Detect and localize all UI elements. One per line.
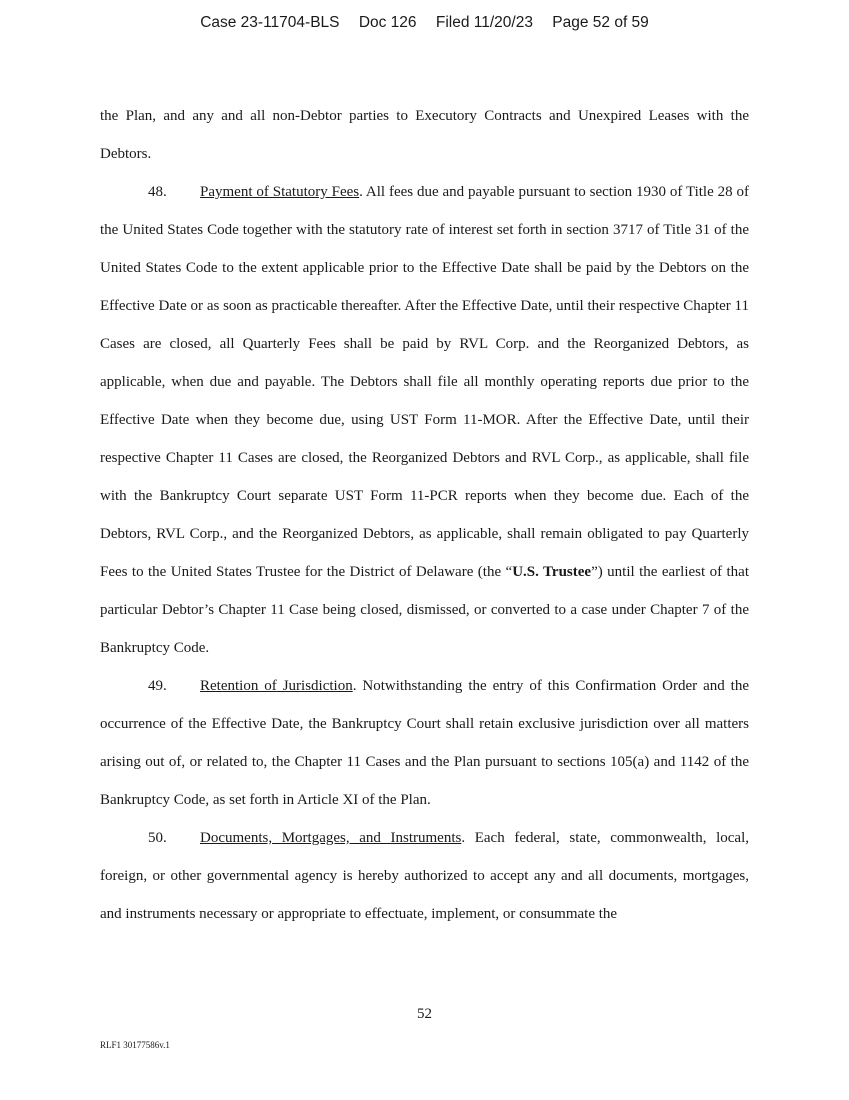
paragraph-number: 48. — [148, 184, 167, 200]
paragraph-heading: Retention of Jurisdiction — [200, 678, 353, 694]
paragraph-49 — [100, 667, 749, 819]
paragraph-48 — [100, 173, 749, 667]
page-number: 52 — [417, 1006, 432, 1022]
paragraph-text: . Notwithstanding the entry of this Confirmation Order and the occurrence of the Effective Date, the Bankruptcy Court shall retain exclusive jurisdiction over all matters arising out of, or related to, the Chapter 11 Cases and the Plan pursuant to sections 105(a) and 1142 of the Bankruptcy Code, as set forth in Article XI of the Plan. — [100, 678, 749, 808]
case-header — [0, 14, 849, 32]
continuation-paragraph: the Plan, and any and all non-Debtor parties to Executory Contracts and Unexpired Leases with the Debtors. — [100, 108, 749, 162]
filed-date: Filed 11/20/23 — [435, 14, 533, 31]
case-number: Case 23-11704-BLS — [200, 14, 340, 31]
paragraph-number: 49. — [148, 678, 167, 694]
document-body — [100, 97, 749, 933]
paragraph-50 — [100, 819, 749, 933]
document-id: RLF1 30177586v.1 — [100, 1040, 170, 1050]
defined-term: U.S. Trustee — [512, 564, 592, 580]
paragraph-heading: Payment of Statutory Fees — [200, 184, 360, 200]
paragraph-text-continued: ”) until the earliest of that particular Debtor’s Chapter 11 Case being closed, dismissed, or converted to a case under Chapter 7 of the Bankruptcy Code. — [100, 564, 749, 656]
paragraph-heading: Documents, Mortgages, and Instruments — [200, 830, 462, 846]
paragraph-number: 50. — [148, 830, 167, 846]
paragraph-text: . All fees due and payable pursuant to section 1930 of Title 28 of the United States Code together with the statutory rate of interest set forth in section 3717 of Title 31 of the United States Code to the extent applicable prior to the Effective Date shall be paid by the Debtors on the Effective Date or as soon as practicable thereafter. After the Effective Date, until their respective Chapter 11 Cases are closed, all Quarterly Fees shall be paid by RVL Corp. and the Reorganized Debtors, as applicable, when due and payable. The Debtors shall file all monthly operating reports due prior to the Effective Date when they become due, using UST Form 11-MOR. After the Effective Date, until their respective Chapter 11 Cases are closed, the Reorganized Debtors and RVL Corp., as applicable, shall file with the Bankruptcy Court separate UST Form 11-PCR reports when they become due. Each of the Debtors, RVL Corp., and the Reorganized Debtors, as applicable, shall remain obligated to pay Quarterly Fees to the United States Trustee for the District of Delaware (the “ — [100, 184, 749, 580]
paragraph-text: . Each federal, state, commonwealth, local, foreign, or other governmental agency is hereby authorized to accept any and all documents, mortgages, and instruments necessary or appropriate to effectuate, implement, or consummate the — [100, 830, 749, 922]
page-indicator: Page 52 of 59 — [552, 14, 649, 31]
doc-number: Doc 126 — [358, 14, 417, 31]
